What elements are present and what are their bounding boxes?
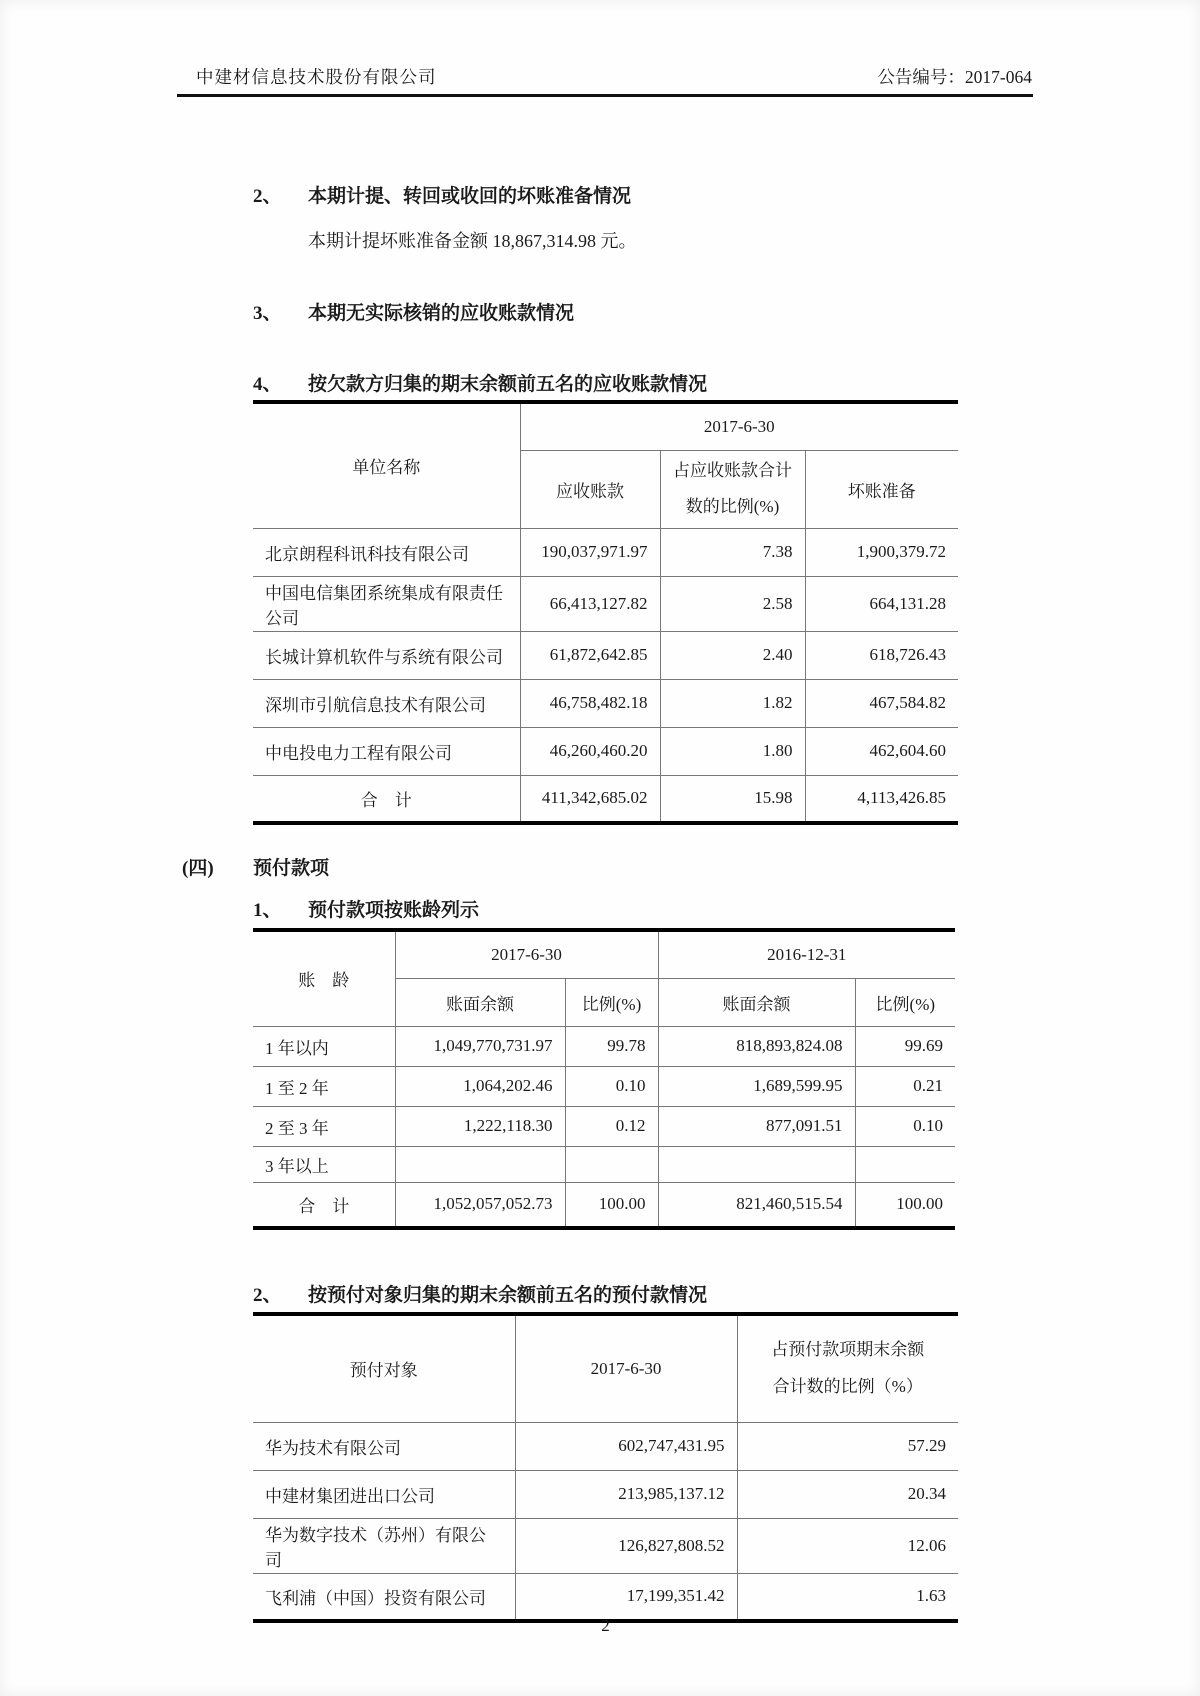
heading-item4 bbox=[253, 372, 1013, 398]
heading-section4-number: (四) bbox=[182, 858, 214, 879]
bad-debt-col-header: 坏账准备 bbox=[805, 450, 958, 528]
period1-header: 2017-6-30 bbox=[395, 930, 658, 978]
heading-item3-title: 本期无实际核销的应收账款情况 bbox=[308, 303, 575, 324]
target-name-cell: 飞利浦（中国）投资有限公司 bbox=[253, 1573, 515, 1621]
aging-header: 账 龄 bbox=[253, 930, 395, 1026]
pct-total-cell: 15.98 bbox=[660, 775, 805, 823]
receivables-table bbox=[253, 400, 958, 825]
balance2-cell: 877,091.51 bbox=[658, 1106, 855, 1146]
total-label-cell: 合 计 bbox=[253, 775, 520, 823]
ratio2-col-header: 比例(%) bbox=[855, 978, 955, 1026]
ratio2-cell bbox=[855, 1146, 955, 1182]
company-name: 中建材信息技术股份有限公司 bbox=[196, 67, 437, 87]
bad-debt-cell: 1,900,379.72 bbox=[805, 528, 958, 576]
page-number: 2 bbox=[601, 1616, 610, 1635]
ratio1-total-cell: 100.00 bbox=[565, 1182, 658, 1228]
pct-cell: 1.82 bbox=[660, 679, 805, 727]
balance1-total-cell: 1,052,057,052.73 bbox=[395, 1182, 565, 1228]
pct-col-header-line1: 占预付款项期末余额 bbox=[771, 1340, 925, 1360]
target-header: 预付对象 bbox=[253, 1314, 515, 1422]
aging-cell: 1 年以内 bbox=[253, 1026, 395, 1066]
total-label-cell: 合 计 bbox=[253, 1182, 395, 1228]
pct-col-header bbox=[737, 1314, 958, 1422]
period-header: 2017-6-30 bbox=[515, 1314, 737, 1422]
balance1-cell bbox=[395, 1146, 565, 1182]
ratio2-cell: 0.10 bbox=[855, 1106, 955, 1146]
pct-cell: 2.40 bbox=[660, 631, 805, 679]
heading-sub2-title: 按预付对象归集的期末余额前五名的预付款情况 bbox=[308, 1285, 708, 1306]
aging-cell: 1 至 2 年 bbox=[253, 1066, 395, 1106]
balance2-cell: 1,689,599.95 bbox=[658, 1066, 855, 1106]
ratio1-cell bbox=[565, 1146, 658, 1182]
unit-name-cell: 深圳市引航信息技术有限公司 bbox=[253, 679, 520, 727]
bad-debt-cell: 664,131.28 bbox=[805, 576, 958, 631]
table-row bbox=[253, 1573, 958, 1621]
heading-sub1 bbox=[253, 898, 1013, 924]
receivable-col-header: 应收账款 bbox=[520, 450, 660, 528]
heading-item2-number: 2、 bbox=[253, 186, 282, 207]
table-row bbox=[253, 631, 958, 679]
table-row bbox=[253, 1146, 955, 1182]
table-total-row bbox=[253, 1182, 955, 1228]
balance1-cell: 1,064,202.46 bbox=[395, 1066, 565, 1106]
aging-cell: 3 年以上 bbox=[253, 1146, 395, 1182]
table-row bbox=[253, 1518, 958, 1573]
balance2-cell bbox=[658, 1146, 855, 1182]
table-row bbox=[253, 1106, 955, 1146]
heading-sub2-number: 2、 bbox=[253, 1285, 282, 1306]
unit-name-header: 单位名称 bbox=[253, 402, 520, 528]
ratio1-cell: 99.78 bbox=[565, 1026, 658, 1066]
table-row bbox=[253, 679, 958, 727]
pct-cell: 57.29 bbox=[737, 1422, 958, 1470]
amount-cell: 126,827,808.52 bbox=[515, 1518, 737, 1573]
pct-cell: 1.63 bbox=[737, 1573, 958, 1621]
receivable-cell: 190,037,971.97 bbox=[520, 528, 660, 576]
balance1-col-header: 账面余额 bbox=[395, 978, 565, 1026]
balance2-total-cell: 821,460,515.54 bbox=[658, 1182, 855, 1228]
header-rule bbox=[177, 94, 1033, 97]
unit-name-cell: 北京朗程科讯科技有限公司 bbox=[253, 528, 520, 576]
ratio1-cell: 0.10 bbox=[565, 1066, 658, 1106]
prepayment-table bbox=[253, 1312, 958, 1623]
target-name-cell: 华为技术有限公司 bbox=[253, 1422, 515, 1470]
heading-sub1-title: 预付款项按账龄列示 bbox=[308, 900, 480, 921]
table-row bbox=[253, 1470, 958, 1518]
bad-debt-total-cell: 4,113,426.85 bbox=[805, 775, 958, 823]
bad-debt-cell: 467,584.82 bbox=[805, 679, 958, 727]
table-row bbox=[253, 1422, 958, 1470]
unit-name-cell: 中国电信集团系统集成有限责任公司 bbox=[253, 576, 520, 631]
pct-cell: 12.06 bbox=[737, 1518, 958, 1573]
table-row bbox=[253, 576, 958, 631]
receivable-total-cell: 411,342,685.02 bbox=[520, 775, 660, 823]
balance1-cell: 1,049,770,731.97 bbox=[395, 1026, 565, 1066]
pct-cell: 1.80 bbox=[660, 727, 805, 775]
heading-item4-number: 4、 bbox=[253, 374, 282, 395]
heading-item2-title: 本期计提、转回或收回的坏账准备情况 bbox=[308, 186, 632, 207]
heading-item2 bbox=[253, 184, 1013, 210]
receivable-cell: 61,872,642.85 bbox=[520, 631, 660, 679]
unit-name-cell: 长城计算机软件与系统有限公司 bbox=[253, 631, 520, 679]
period-header: 2017-6-30 bbox=[520, 402, 958, 450]
bad-debt-cell: 462,604.60 bbox=[805, 727, 958, 775]
ratio2-total-cell: 100.00 bbox=[855, 1182, 955, 1228]
table-row bbox=[253, 727, 958, 775]
table-header-row bbox=[253, 1314, 958, 1422]
heading-sub2 bbox=[253, 1283, 1013, 1309]
pct-cell: 7.38 bbox=[660, 528, 805, 576]
aging-table bbox=[253, 928, 955, 1230]
ratio1-col-header: 比例(%) bbox=[565, 978, 658, 1026]
heading-section4 bbox=[182, 856, 942, 882]
heading-sub1-number: 1、 bbox=[253, 900, 282, 921]
table-header-row bbox=[253, 930, 955, 978]
ratio2-cell: 0.21 bbox=[855, 1066, 955, 1106]
table-row bbox=[253, 528, 958, 576]
pct-cell: 20.34 bbox=[737, 1470, 958, 1518]
balance2-col-header: 账面余额 bbox=[658, 978, 855, 1026]
target-name-cell: 华为数字技术（苏州）有限公司 bbox=[253, 1518, 515, 1573]
receivable-cell: 46,260,460.20 bbox=[520, 727, 660, 775]
receivable-cell: 46,758,482.18 bbox=[520, 679, 660, 727]
pct-cell: 2.58 bbox=[660, 576, 805, 631]
receivable-cell: 66,413,127.82 bbox=[520, 576, 660, 631]
table-row bbox=[253, 1026, 955, 1066]
target-name-cell: 中建材集团进出口公司 bbox=[253, 1470, 515, 1518]
table-row bbox=[253, 1066, 955, 1106]
pct-col-header-line1: 占应收账款合计 bbox=[673, 460, 792, 480]
heading-item4-title: 按欠款方归集的期末余额前五名的应收账款情况 bbox=[308, 374, 708, 395]
unit-name-cell: 中电投电力工程有限公司 bbox=[253, 727, 520, 775]
bad-debt-cell: 618,726.43 bbox=[805, 631, 958, 679]
heading-item3-number: 3、 bbox=[253, 303, 282, 324]
heading-section4-title: 预付款项 bbox=[253, 858, 330, 879]
pct-col-header bbox=[660, 450, 805, 528]
table-header-row bbox=[253, 402, 958, 450]
pct-col-header-line2: 合计数的比例（%） bbox=[772, 1376, 923, 1396]
aging-cell: 2 至 3 年 bbox=[253, 1106, 395, 1146]
amount-cell: 213,985,137.12 bbox=[515, 1470, 737, 1518]
heading-item3 bbox=[253, 301, 1013, 327]
ratio2-cell: 99.69 bbox=[855, 1026, 955, 1066]
item2-body: 本期计提坏账准备金额 18,867,314.98 元。 bbox=[308, 231, 637, 251]
period2-header: 2016-12-31 bbox=[658, 930, 955, 978]
amount-cell: 17,199,351.42 bbox=[515, 1573, 737, 1621]
amount-cell: 602,747,431.95 bbox=[515, 1422, 737, 1470]
announcement-number: 公告编号：2017-064 bbox=[877, 67, 1032, 87]
pct-col-header-line2: 数的比例(%) bbox=[685, 497, 780, 517]
balance2-cell: 818,893,824.08 bbox=[658, 1026, 855, 1066]
balance1-cell: 1,222,118.30 bbox=[395, 1106, 565, 1146]
ratio1-cell: 0.12 bbox=[565, 1106, 658, 1146]
table-total-row bbox=[253, 775, 958, 823]
